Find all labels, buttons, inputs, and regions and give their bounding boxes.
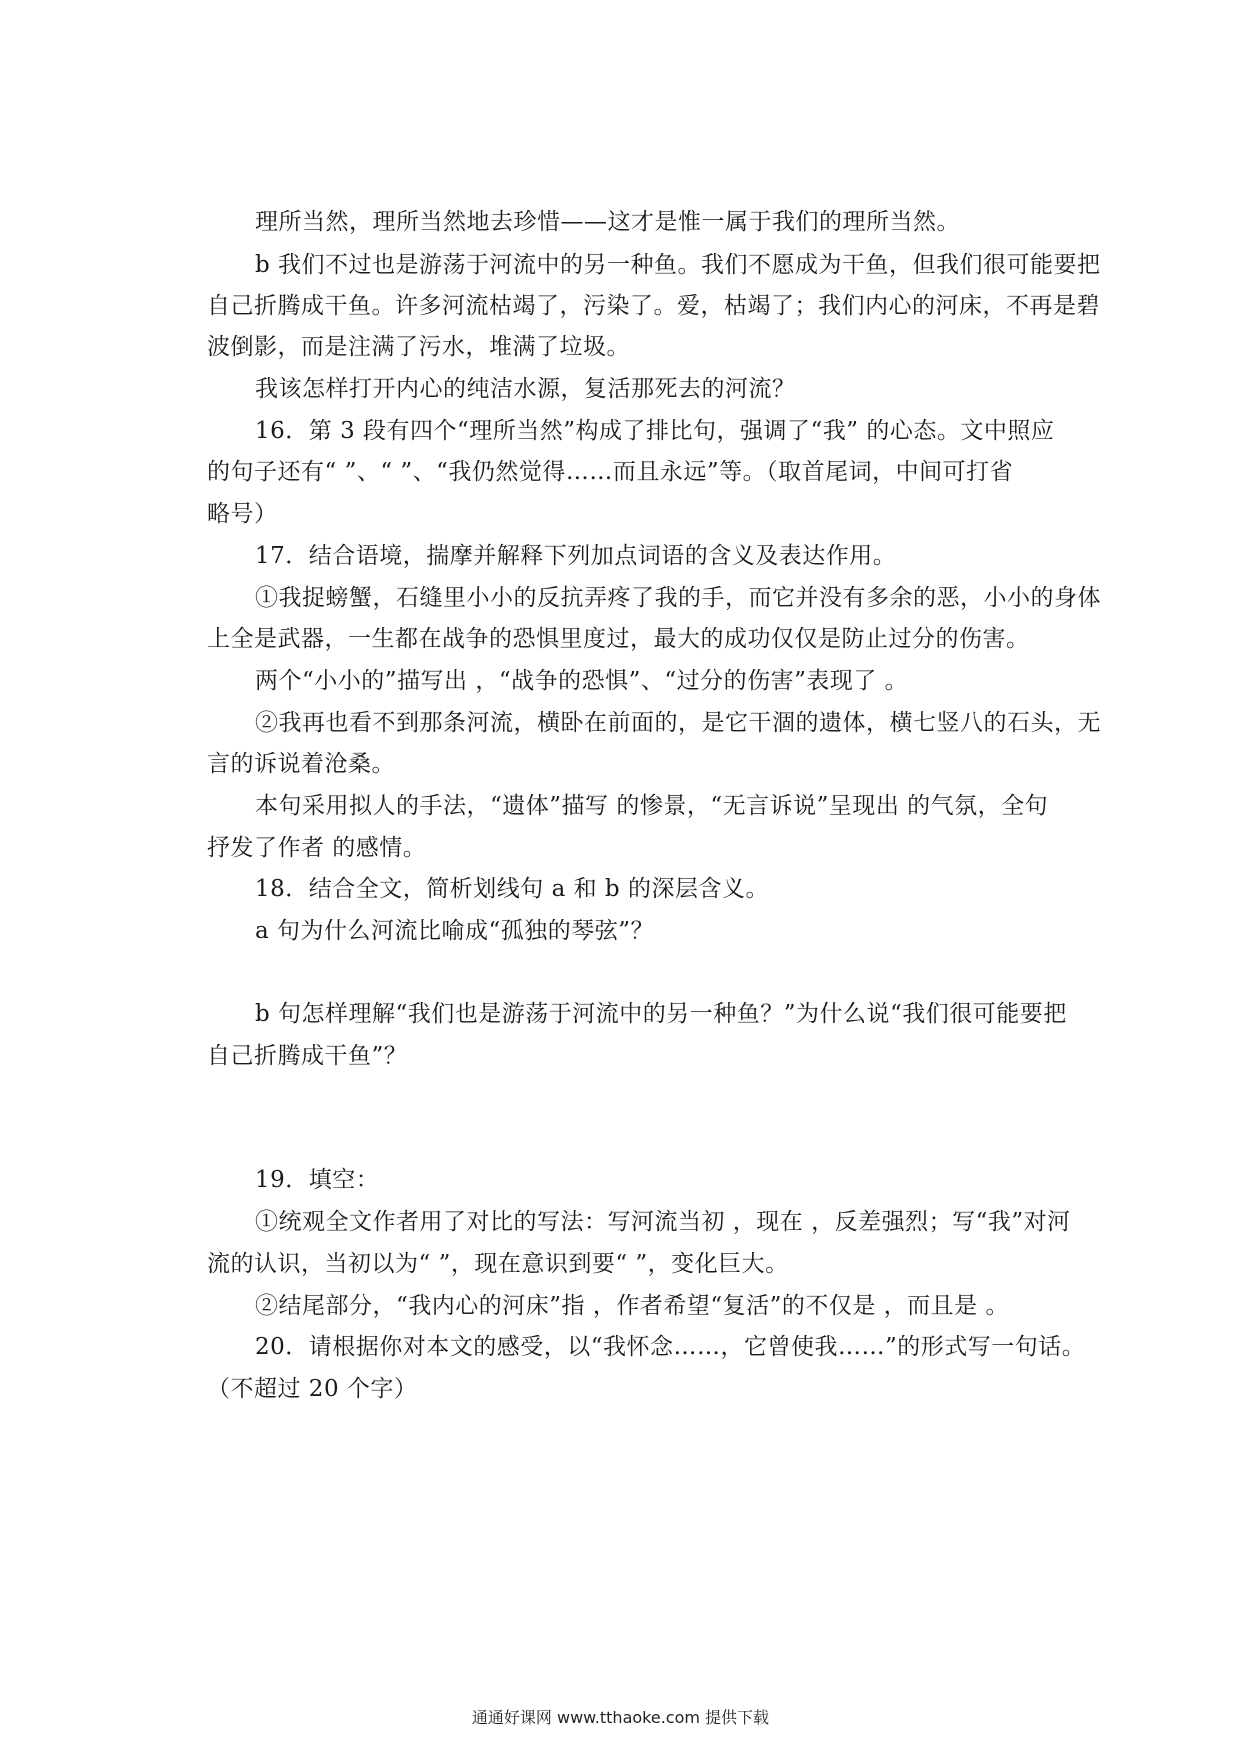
text-line: 波倒影，而是注满了污水，堆满了垃圾。 — [207, 334, 630, 360]
text-line: 本句采用拟人的手法，“遗体”描写 的惨景，“无言诉说”呈现出 的气氛，全句 — [255, 793, 1049, 819]
text-line: ①我捉螃蟹，石缝里小小的反抗弄疼了我的手，而它并没有多余的恶，小小的身体 — [255, 585, 1101, 611]
text-line: b 句怎样理解“我们也是游荡于河流中的另一种鱼？”为什么说“我们很可能要把 — [255, 1001, 1067, 1027]
question-18: 18．结合全文，简析划线句 a 和 b 的深层含义。 — [255, 876, 769, 902]
text-line: 理所当然，理所当然地去珍惜——这才是惟一属于我们的理所当然。 — [255, 209, 960, 235]
text-line: （不超过 20 个字） — [207, 1376, 418, 1402]
text-line: 流的认识，当初以为“ ”，现在意识到要“ ”，变化巨大。 — [207, 1251, 789, 1277]
question-16: 16．第 3 段有四个“理所当然”构成了排比句，强调了“我” 的心态。文中照应 — [255, 418, 1055, 444]
page-footer: 通通好课网 www.tthaoke.com 提供下载 — [471, 1708, 770, 1727]
text-line: a 句为什么河流比喻成“孤独的琴弦”？ — [255, 918, 655, 944]
question-17: 17．结合语境，揣摩并解释下列加点词语的含义及表达作用。 — [255, 543, 897, 569]
text-line: 抒发了作者 的感情。 — [207, 835, 427, 861]
text-line: 我该怎样打开内心的纯洁水源，复活那死去的河流？ — [255, 376, 796, 402]
text-line: ①统观全文作者用了对比的写法：写河流当初 ，现在 ，反差强烈；写“我”对河 — [255, 1209, 1071, 1235]
question-19: 19．填空： — [255, 1167, 380, 1193]
text-line: 略号） — [207, 501, 278, 527]
text-line: b 我们不过也是游荡于河流中的另一种鱼。我们不愿成为干鱼，但我们很可能要把 — [255, 252, 1101, 278]
text-line: 上全是武器，一生都在战争的恐惧里度过，最大的成功仅仅是防止过分的伤害。 — [207, 626, 1030, 652]
text-line: ②结尾部分，“我内心的河床”指 ，作者希望“复活”的不仅是 ，而且是 。 — [255, 1293, 1009, 1319]
text-line: 的句子还有“ ”、“ ”、“我仍然觉得……而且永远”等。（取首尾词，中间可打省 — [207, 459, 1014, 485]
question-20: 20．请根据你对本文的感受，以“我怀念……，它曾使我……”的形式写一句话。 — [255, 1334, 1086, 1360]
text-line: 两个“小小的”描写出 ，“战争的恐惧”、“过分的伤害”表现了 。 — [255, 668, 909, 694]
text-line: ②我再也看不到那条河流，横卧在前面的，是它干涸的遗体，横七竖八的石头，无 — [255, 710, 1101, 736]
text-line: 自己折腾成干鱼”？ — [207, 1043, 408, 1069]
text-line: 自己折腾成干鱼。许多河流枯竭了，污染了。爱，枯竭了；我们内心的河床，不再是碧 — [207, 293, 1100, 319]
text-line: 言的诉说着沧桑。 — [207, 751, 395, 777]
